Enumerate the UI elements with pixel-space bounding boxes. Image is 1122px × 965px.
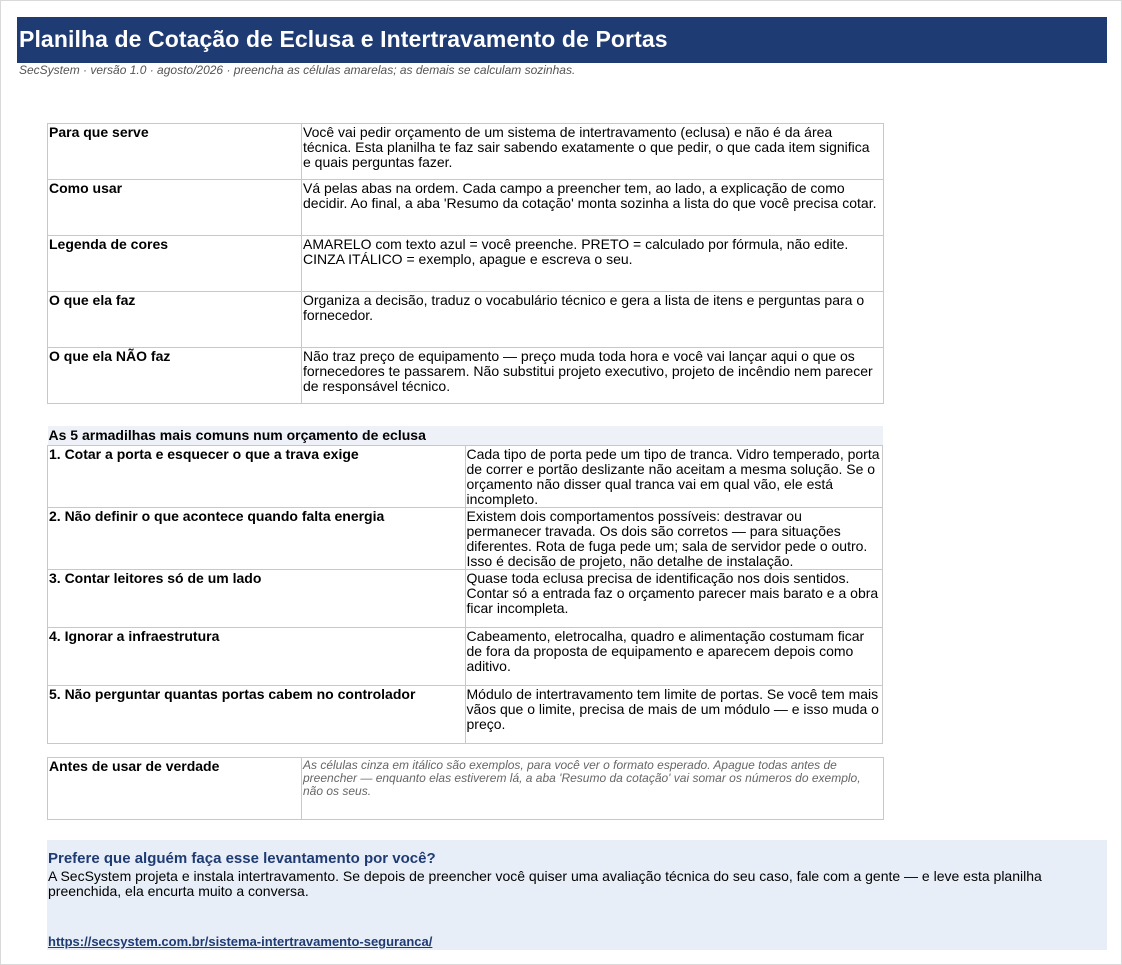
traps-heading-row [48, 426, 883, 446]
trap-text[interactable]: Quase toda eclusa precisa de identificação nos dois sentidos. Contar só a entrada faz o orçamento parecer mais barato e a obra ficar incompleta. [465, 570, 883, 628]
traps-table [47, 426, 883, 744]
intro-text[interactable]: Vá pelas abas na ordem. Cada campo a preencher tem, ao lado, a explicação de como decidir. Ao final, a aba 'Resumo da cotação' monta sozinha a lista do que você precisa cotar. [302, 180, 884, 236]
intro-label[interactable]: O que ela faz [48, 292, 302, 348]
intro-table [47, 123, 884, 404]
before-use-row [48, 758, 884, 820]
trap-row [48, 508, 883, 570]
trap-text[interactable]: Cabeamento, eletrocalha, quadro e alimentação costumam ficar de fora da proposta de equipamento e aparecem depois como aditivo. [465, 628, 883, 686]
contact-callout [47, 840, 1107, 950]
intro-text[interactable]: Você vai pedir orçamento de um sistema de intertravamento (eclusa) e não é da área técnica. Esta planilha te faz sair sabendo exatamente o que pedir, o que cada item significa e quais perguntas fazer. [302, 124, 884, 180]
intro-text[interactable]: Não traz preço de equipamento — preço muda toda hora e você vai lançar aqui o que os fornecedores te passarem. Não substitui projeto executivo, projeto de incêndio nem parecer de responsável técnico. [302, 348, 884, 404]
trap-text[interactable]: Módulo de intertravamento tem limite de portas. Se você tem mais vãos que o limite, precisa de mais de um módulo — e isso muda o preço. [465, 686, 883, 744]
title-bar [17, 17, 1107, 63]
intro-label[interactable]: O que ela NÃO faz [48, 348, 302, 404]
trap-row [48, 686, 883, 744]
trap-label[interactable]: 3. Contar leitores só de um lado [48, 570, 466, 628]
trap-label[interactable]: 5. Não perguntar quantas portas cabem no controlador [48, 686, 466, 744]
trap-text[interactable]: Existem dois comportamentos possíveis: destravar ou permanecer travada. Os dois são corretos — para situações diferentes. Rota de fuga pede um; sala de servidor pede o outro. Isso é decisão de projeto, não detalhe de instalação. [465, 508, 883, 570]
intro-label[interactable]: Para que serve [48, 124, 302, 180]
trap-text[interactable]: Cada tipo de porta pede um tipo de tranca. Vidro temperado, porta de correr e portão deslizante não aceitam a mesma solução. Se o orçamento não disser qual tranca vai em qual vão, ele está incompleto. [465, 446, 883, 508]
intro-row [48, 124, 884, 180]
intro-text[interactable]: Organiza a decisão, traduz o vocabulário técnico e gera a lista de itens e perguntas para o fornecedor. [302, 292, 884, 348]
intro-row [48, 348, 884, 404]
intro-text[interactable]: AMARELO com texto azul = você preenche. PRETO = calculado por fórmula, não edite. CINZA ITÁLICO = exemplo, apague e escreva o seu. [302, 236, 884, 292]
page-subtitle: SecSystem · versão 1.0 · agosto/2026 · preencha as células amarelas; as demais se calculam sozinhas. [19, 63, 576, 77]
callout-text: A SecSystem projeta e instala intertravamento. Se depois de preencher você quiser uma avaliação técnica do seu caso, fale com a gente — e leve esta planilha preenchida, ela encurta muito a conversa. [48, 868, 1042, 899]
trap-label[interactable]: 2. Não definir o que acontece quando falta energia [48, 508, 466, 570]
trap-row [48, 628, 883, 686]
trap-label[interactable]: 4. Ignorar a infraestrutura [48, 628, 466, 686]
page-title: Planilha de Cotação de Eclusa e Intertravamento de Portas [19, 26, 668, 52]
trap-row [48, 570, 883, 628]
before-use-label[interactable]: Antes de usar de verdade [48, 758, 302, 820]
trap-row [48, 446, 883, 508]
intro-label[interactable]: Legenda de cores [48, 236, 302, 292]
intro-row [48, 236, 884, 292]
traps-heading[interactable]: As 5 armadilhas mais comuns num orçamento de eclusa [48, 426, 883, 446]
intro-row [48, 180, 884, 236]
trap-label[interactable]: 1. Cotar a porta e esquecer o que a trava exige [48, 446, 466, 508]
callout-title: Prefere que alguém faça esse levantamento por você? [48, 850, 436, 867]
website-link[interactable]: https://secsystem.com.br/sistema-intertravamento-seguranca/ [48, 934, 433, 949]
before-use-text[interactable]: As células cinza em itálico são exemplos, para você ver o formato esperado. Apague todas antes de preencher — enquanto elas estiverem lá, a aba 'Resumo da cotação' vai somar os números do exemplo, não os seus. [302, 758, 884, 820]
before-use-table [47, 757, 884, 820]
intro-row [48, 292, 884, 348]
intro-label[interactable]: Como usar [48, 180, 302, 236]
